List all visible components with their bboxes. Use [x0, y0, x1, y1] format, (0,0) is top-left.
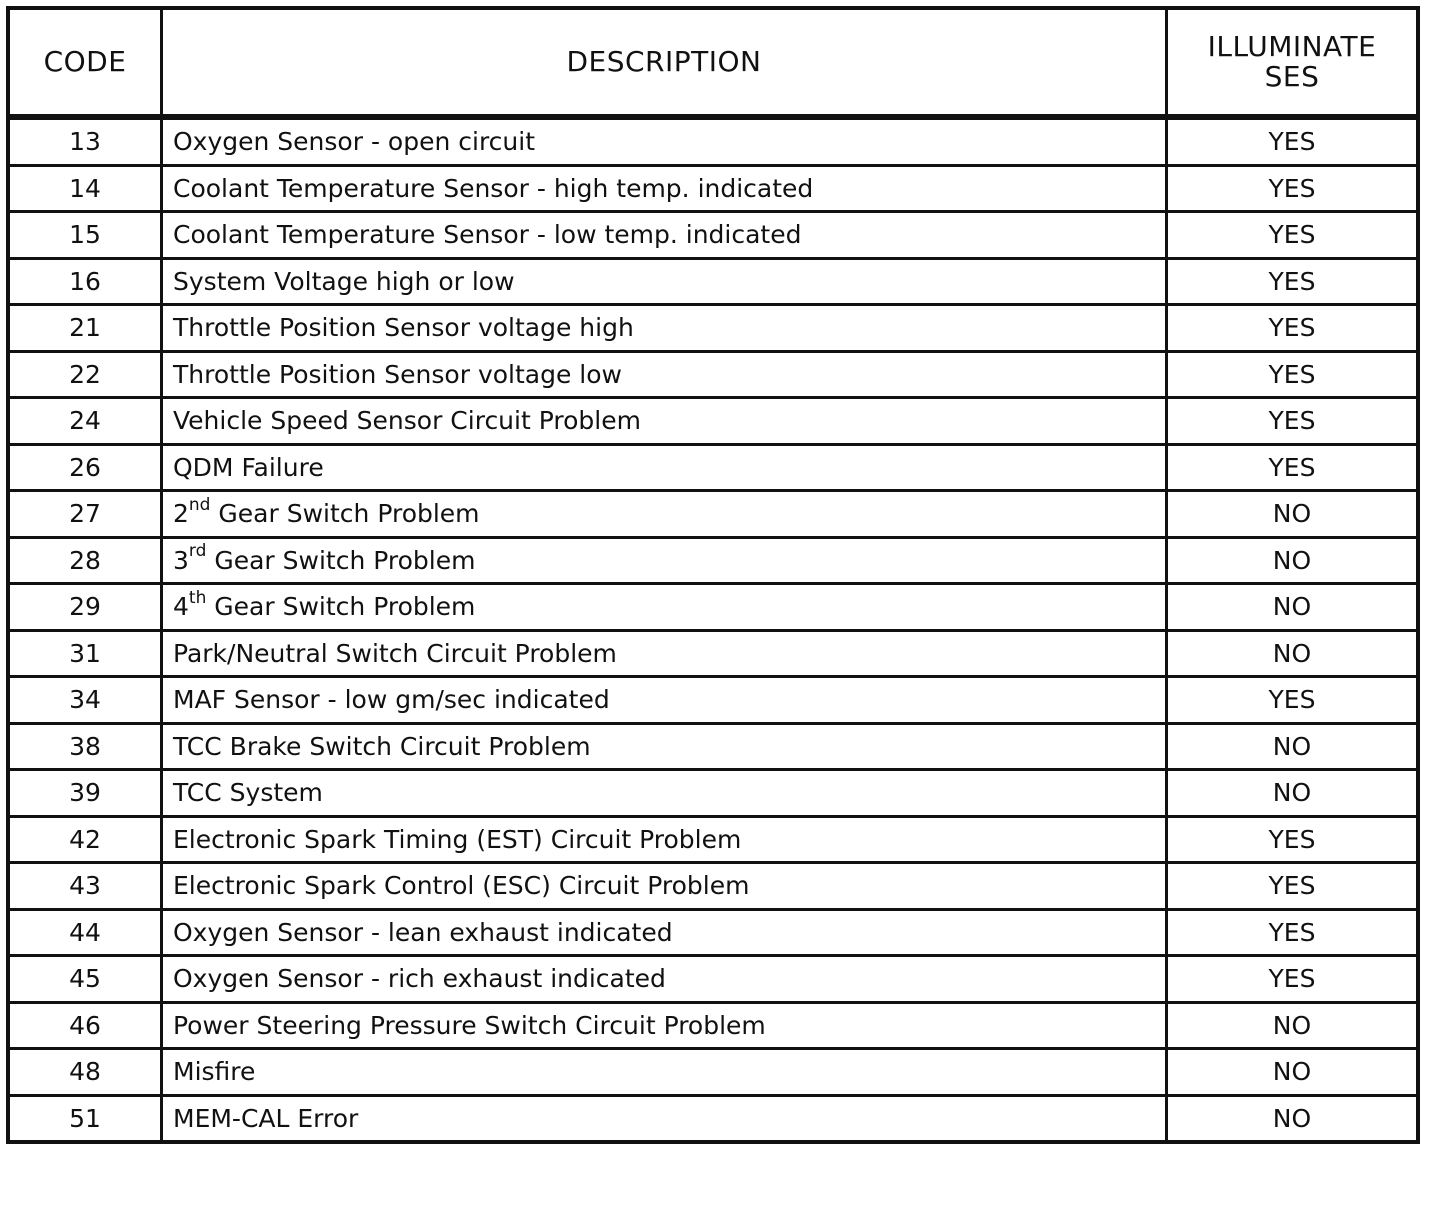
illuminate-ses-cell: YES: [1167, 117, 1419, 165]
header-code: CODE: [8, 8, 162, 117]
illuminate-ses-cell: NO: [1167, 491, 1419, 538]
code-cell: 34: [8, 677, 162, 724]
table-row: [8, 258, 1418, 305]
header-illuminate-line1: ILLUMINATE: [1207, 30, 1377, 63]
description-cell: Oxygen Sensor - lean exhaust indicated: [162, 909, 1167, 956]
code-cell: 22: [8, 351, 162, 398]
illuminate-ses-cell: YES: [1167, 212, 1419, 259]
gear-ordinal-suffix: nd: [188, 494, 211, 515]
table-row: [8, 723, 1418, 770]
description-cell: Power Steering Pressure Switch Circuit Problem: [162, 1002, 1167, 1049]
illuminate-ses-cell: YES: [1167, 351, 1419, 398]
code-cell: 43: [8, 863, 162, 910]
code-cell: 44: [8, 909, 162, 956]
code-cell: 15: [8, 212, 162, 259]
description-cell: TCC System: [162, 770, 1167, 817]
code-cell: 38: [8, 723, 162, 770]
description-cell: Electronic Spark Timing (EST) Circuit Problem: [162, 816, 1167, 863]
description-text: Gear Switch Problem: [206, 545, 476, 575]
illuminate-ses-cell: YES: [1167, 258, 1419, 305]
description-cell: Throttle Position Sensor voltage low: [162, 351, 1167, 398]
table-body: [8, 117, 1418, 1142]
code-cell: 51: [8, 1095, 162, 1142]
description-cell: Vehicle Speed Sensor Circuit Problem: [162, 398, 1167, 445]
code-cell: 48: [8, 1049, 162, 1096]
code-cell: 31: [8, 630, 162, 677]
code-cell: 14: [8, 165, 162, 212]
illuminate-ses-cell: NO: [1167, 723, 1419, 770]
description-text: Gear Switch Problem: [210, 499, 480, 529]
illuminate-ses-cell: YES: [1167, 677, 1419, 724]
table-row: [8, 816, 1418, 863]
illuminate-ses-cell: NO: [1167, 630, 1419, 677]
gear-ordinal-number: 3: [173, 545, 189, 575]
table-row: [8, 770, 1418, 817]
illuminate-ses-cell: YES: [1167, 956, 1419, 1003]
table-row: [8, 956, 1418, 1003]
description-cell: TCC Brake Switch Circuit Problem: [162, 723, 1167, 770]
description-cell: Coolant Temperature Sensor - low temp. indicated: [162, 212, 1167, 259]
header-illuminate-line2: SES: [1264, 60, 1320, 93]
description-text: Gear Switch Problem: [206, 592, 476, 622]
table-row: [8, 630, 1418, 677]
gear-ordinal-suffix: rd: [188, 541, 207, 562]
table-row: [8, 491, 1418, 538]
code-cell: 21: [8, 305, 162, 352]
illuminate-ses-cell: NO: [1167, 584, 1419, 631]
code-cell: 42: [8, 816, 162, 863]
description-cell: Oxygen Sensor - open circuit: [162, 117, 1167, 165]
code-cell: 29: [8, 584, 162, 631]
code-cell: 39: [8, 770, 162, 817]
illuminate-ses-cell: YES: [1167, 305, 1419, 352]
description-cell: [162, 537, 1167, 584]
illuminate-ses-cell: YES: [1167, 816, 1419, 863]
illuminate-ses-cell: YES: [1167, 909, 1419, 956]
illuminate-ses-cell: YES: [1167, 863, 1419, 910]
illuminate-ses-cell: NO: [1167, 1049, 1419, 1096]
description-cell: QDM Failure: [162, 444, 1167, 491]
illuminate-ses-cell: NO: [1167, 1002, 1419, 1049]
description-cell: Electronic Spark Control (ESC) Circuit Problem: [162, 863, 1167, 910]
table-header: [8, 8, 1418, 117]
description-cell: Misfire: [162, 1049, 1167, 1096]
illuminate-ses-cell: NO: [1167, 1095, 1419, 1142]
code-cell: 24: [8, 398, 162, 445]
description-cell: [162, 584, 1167, 631]
code-cell: 45: [8, 956, 162, 1003]
table-row: [8, 1049, 1418, 1096]
table-row: [8, 212, 1418, 259]
description-cell: MEM-CAL Error: [162, 1095, 1167, 1142]
table-row: [8, 444, 1418, 491]
gear-ordinal-suffix: th: [188, 587, 207, 608]
description-cell: [162, 491, 1167, 538]
illuminate-ses-cell: NO: [1167, 770, 1419, 817]
table-row: [8, 584, 1418, 631]
description-cell: Park/Neutral Switch Circuit Problem: [162, 630, 1167, 677]
table-row: [8, 677, 1418, 724]
table-row: [8, 537, 1418, 584]
code-cell: 27: [8, 491, 162, 538]
description-cell: Throttle Position Sensor voltage high: [162, 305, 1167, 352]
code-cell: 13: [8, 117, 162, 165]
illuminate-ses-cell: YES: [1167, 165, 1419, 212]
table-row: [8, 1002, 1418, 1049]
table-row: [8, 909, 1418, 956]
table-row: [8, 165, 1418, 212]
description-cell: MAF Sensor - low gm/sec indicated: [162, 677, 1167, 724]
illuminate-ses-cell: NO: [1167, 537, 1419, 584]
table-row: [8, 1095, 1418, 1142]
description-cell: Coolant Temperature Sensor - high temp. indicated: [162, 165, 1167, 212]
table-row: [8, 305, 1418, 352]
table-row: [8, 863, 1418, 910]
illuminate-ses-cell: YES: [1167, 444, 1419, 491]
gear-ordinal-number: 4: [173, 592, 189, 622]
table-row: [8, 117, 1418, 165]
table-row: [8, 351, 1418, 398]
illuminate-ses-cell: YES: [1167, 398, 1419, 445]
code-cell: 26: [8, 444, 162, 491]
code-cell: 16: [8, 258, 162, 305]
code-cell: 28: [8, 537, 162, 584]
description-cell: Oxygen Sensor - rich exhaust indicated: [162, 956, 1167, 1003]
trouble-code-table: [6, 6, 1420, 1144]
header-row: [8, 8, 1418, 117]
gear-ordinal-number: 2: [173, 499, 189, 529]
table-row: [8, 398, 1418, 445]
header-illuminate-ses: [1167, 8, 1419, 117]
header-description: DESCRIPTION: [162, 8, 1167, 117]
code-cell: 46: [8, 1002, 162, 1049]
description-cell: System Voltage high or low: [162, 258, 1167, 305]
